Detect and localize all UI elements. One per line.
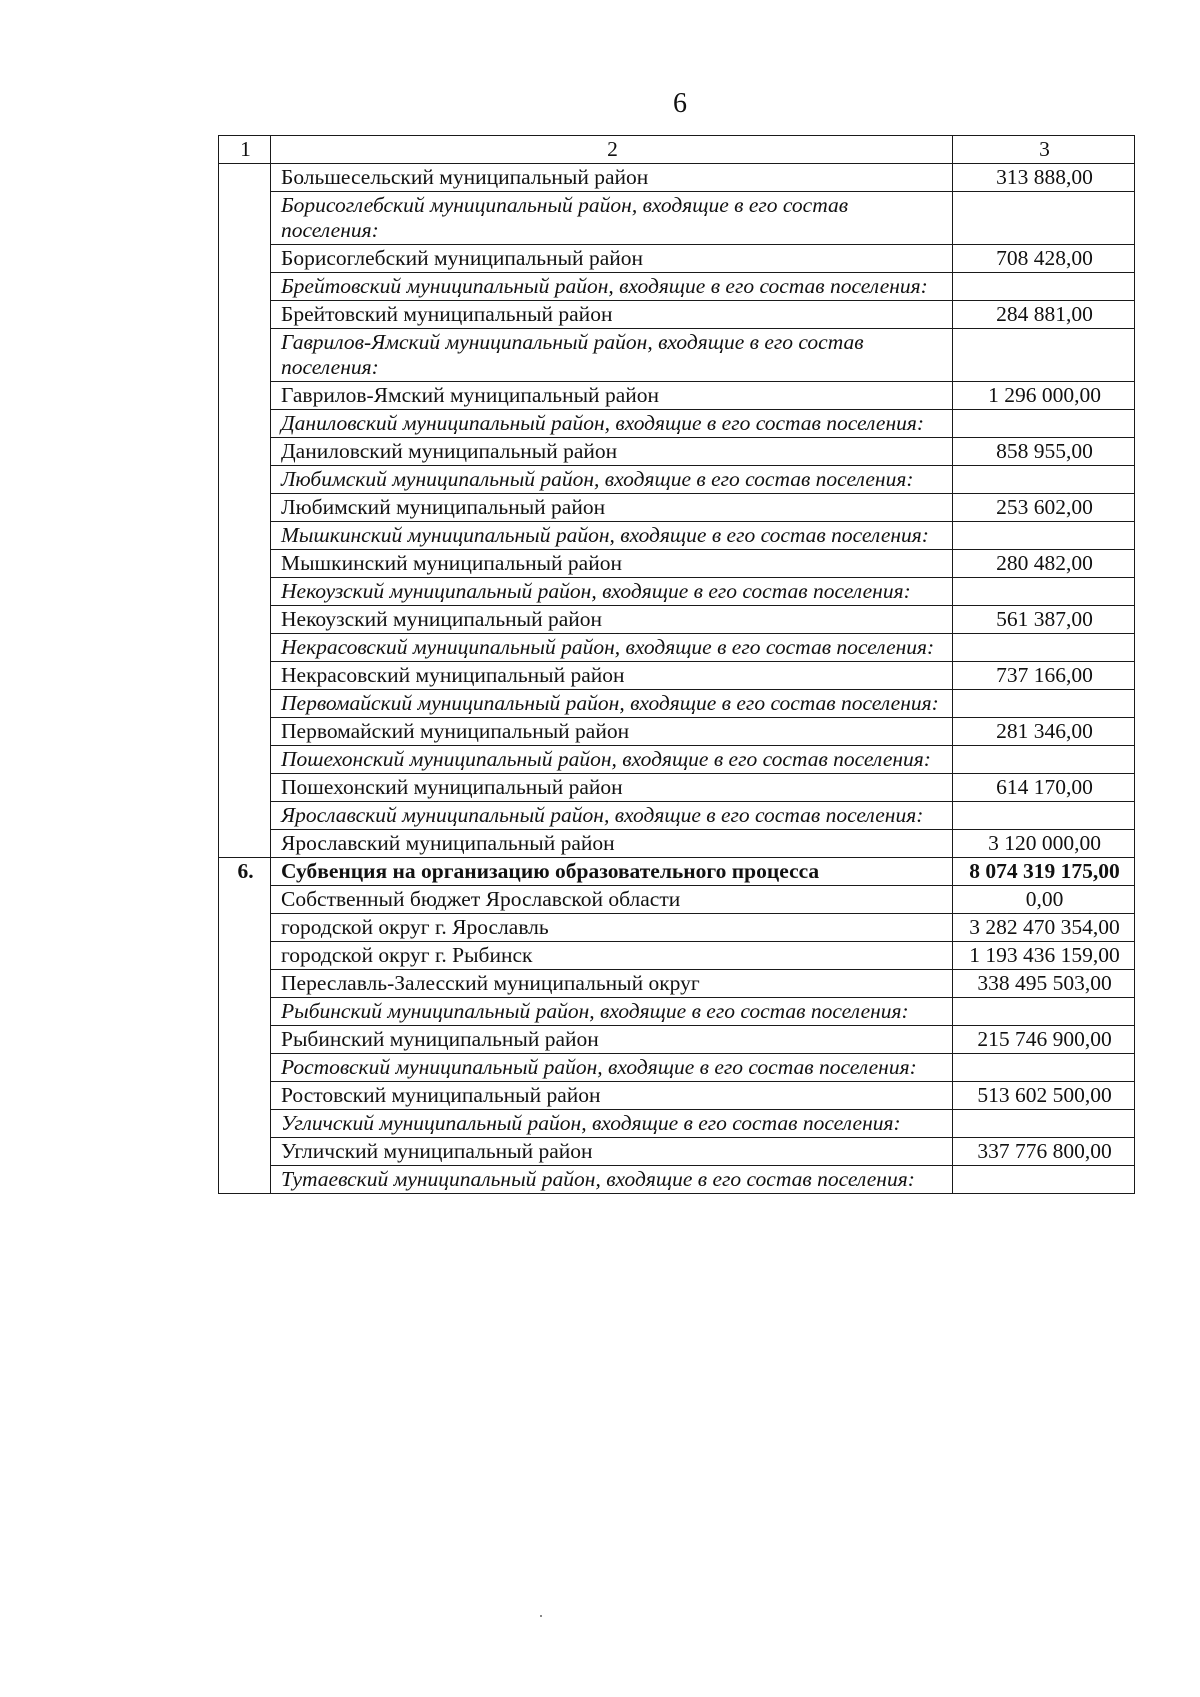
row-name-cell: Мышкинский муниципальный район, входящие в его состав поселения: xyxy=(271,522,953,550)
row-amount-cell: 1 193 436 159,00 xyxy=(953,942,1135,970)
row-amount-cell xyxy=(953,522,1135,550)
row-name-cell: Субвенция на организацию образовательного процесса xyxy=(271,858,953,886)
column-header-3: 3 xyxy=(953,136,1135,164)
table-row xyxy=(219,192,1135,245)
row-amount-cell xyxy=(953,1054,1135,1082)
row-amount-cell: 284 881,00 xyxy=(953,301,1135,329)
row-amount-cell xyxy=(953,578,1135,606)
table-row xyxy=(219,1026,1135,1054)
table-row xyxy=(219,273,1135,301)
table-row xyxy=(219,970,1135,998)
scan-speck xyxy=(540,1615,542,1617)
row-amount-cell: 0,00 xyxy=(953,886,1135,914)
row-name-cell: Ярославский муниципальный район, входящие в его состав поселения: xyxy=(271,802,953,830)
table-row xyxy=(219,1138,1135,1166)
table-row xyxy=(219,718,1135,746)
row-amount-cell xyxy=(953,1110,1135,1138)
row-amount-cell xyxy=(953,466,1135,494)
row-amount-cell xyxy=(953,329,1135,382)
row-name-cell: Некрасовский муниципальный район xyxy=(271,662,953,690)
row-name-cell: Любимский муниципальный район xyxy=(271,494,953,522)
table-row xyxy=(219,245,1135,273)
table-row xyxy=(219,662,1135,690)
table-row xyxy=(219,634,1135,662)
table-row xyxy=(219,522,1135,550)
table-row xyxy=(219,858,1135,886)
row-name-cell: Некрасовский муниципальный район, входящие в его состав поселения: xyxy=(271,634,953,662)
row-name-cell: Пошехонский муниципальный район, входящие в его состав поселения: xyxy=(271,746,953,774)
column-header-2: 2 xyxy=(271,136,953,164)
row-amount-cell xyxy=(953,690,1135,718)
table-row xyxy=(219,774,1135,802)
table-row xyxy=(219,301,1135,329)
row-name-cell: Даниловский муниципальный район, входящие в его состав поселения: xyxy=(271,410,953,438)
row-name-cell: городской округ г. Рыбинск xyxy=(271,942,953,970)
row-name-cell: Пошехонский муниципальный район xyxy=(271,774,953,802)
row-amount-cell xyxy=(953,192,1135,245)
row-name-cell: Первомайский муниципальный район, входящие в его состав поселения: xyxy=(271,690,953,718)
row-name-cell: Борисоглебский муниципальный район xyxy=(271,245,953,273)
table-row xyxy=(219,1110,1135,1138)
row-amount-cell xyxy=(953,410,1135,438)
row-name-cell: Большесельский муниципальный район xyxy=(271,164,953,192)
row-amount-cell: 338 495 503,00 xyxy=(953,970,1135,998)
row-amount-cell: 513 602 500,00 xyxy=(953,1082,1135,1110)
row-name-cell: Гаврилов-Ямский муниципальный район, входящие в его состав поселения: xyxy=(271,329,953,382)
row-amount-cell: 3 120 000,00 xyxy=(953,830,1135,858)
row-amount-cell: 281 346,00 xyxy=(953,718,1135,746)
table-row xyxy=(219,998,1135,1026)
row-name-cell: Рыбинский муниципальный район, входящие в его состав поселения: xyxy=(271,998,953,1026)
row-name-cell: городской округ г. Ярославль xyxy=(271,914,953,942)
table-row xyxy=(219,1082,1135,1110)
row-number-cell: 6. xyxy=(219,858,271,1194)
row-name-cell: Борисоглебский муниципальный район, входящие в его состав поселения: xyxy=(271,192,953,245)
row-amount-cell xyxy=(953,746,1135,774)
row-name-cell: Мышкинский муниципальный район xyxy=(271,550,953,578)
row-name-cell: Некоузский муниципальный район, входящие в его состав поселения: xyxy=(271,578,953,606)
row-amount-cell: 614 170,00 xyxy=(953,774,1135,802)
page-number: 6 xyxy=(673,88,687,119)
row-name-cell: Ростовский муниципальный район, входящие в его состав поселения: xyxy=(271,1054,953,1082)
row-name-cell: Некоузский муниципальный район xyxy=(271,606,953,634)
table-row xyxy=(219,550,1135,578)
table-row xyxy=(219,382,1135,410)
table-row xyxy=(219,690,1135,718)
row-name-cell: Даниловский муниципальный район xyxy=(271,438,953,466)
row-amount-cell: 708 428,00 xyxy=(953,245,1135,273)
row-name-cell: Тутаевский муниципальный район, входящие в его состав поселения: xyxy=(271,1166,953,1194)
row-name-cell: Рыбинский муниципальный район xyxy=(271,1026,953,1054)
row-name-cell: Ростовский муниципальный район xyxy=(271,1082,953,1110)
table-row xyxy=(219,606,1135,634)
row-name-cell: Угличский муниципальный район xyxy=(271,1138,953,1166)
table-row xyxy=(219,802,1135,830)
row-name-cell: Брейтовский муниципальный район xyxy=(271,301,953,329)
table-row xyxy=(219,410,1135,438)
row-amount-cell: 1 296 000,00 xyxy=(953,382,1135,410)
row-number-cell xyxy=(219,164,271,858)
table-row xyxy=(219,886,1135,914)
table-row xyxy=(219,164,1135,192)
row-amount-cell: 280 482,00 xyxy=(953,550,1135,578)
row-name-cell: Первомайский муниципальный район xyxy=(271,718,953,746)
row-name-cell: Угличский муниципальный район, входящие в его состав поселения: xyxy=(271,1110,953,1138)
table-row xyxy=(219,914,1135,942)
table-row xyxy=(219,438,1135,466)
row-amount-cell: 858 955,00 xyxy=(953,438,1135,466)
row-amount-cell: 253 602,00 xyxy=(953,494,1135,522)
table-row xyxy=(219,494,1135,522)
row-amount-cell xyxy=(953,1166,1135,1194)
row-amount-cell: 313 888,00 xyxy=(953,164,1135,192)
row-name-cell: Ярославский муниципальный район xyxy=(271,830,953,858)
row-amount-cell: 561 387,00 xyxy=(953,606,1135,634)
row-amount-cell: 337 776 800,00 xyxy=(953,1138,1135,1166)
row-amount-cell: 8 074 319 175,00 xyxy=(953,858,1135,886)
row-amount-cell xyxy=(953,273,1135,301)
row-name-cell: Брейтовский муниципальный район, входящие в его состав поселения: xyxy=(271,273,953,301)
table-row xyxy=(219,329,1135,382)
row-amount-cell xyxy=(953,998,1135,1026)
table-row xyxy=(219,578,1135,606)
row-name-cell: Переславль-Залесский муниципальный округ xyxy=(271,970,953,998)
row-amount-cell: 737 166,00 xyxy=(953,662,1135,690)
table-row xyxy=(219,1166,1135,1194)
table-header-row xyxy=(219,136,1135,164)
table-row xyxy=(219,746,1135,774)
table-body xyxy=(219,164,1135,1194)
table-row xyxy=(219,466,1135,494)
table-row xyxy=(219,830,1135,858)
row-amount-cell: 215 746 900,00 xyxy=(953,1026,1135,1054)
row-amount-cell xyxy=(953,802,1135,830)
table-row xyxy=(219,942,1135,970)
budget-table xyxy=(218,135,1135,1194)
row-name-cell: Собственный бюджет Ярославской области xyxy=(271,886,953,914)
row-name-cell: Гаврилов-Ямский муниципальный район xyxy=(271,382,953,410)
row-amount-cell xyxy=(953,634,1135,662)
row-amount-cell: 3 282 470 354,00 xyxy=(953,914,1135,942)
table-row xyxy=(219,1054,1135,1082)
row-name-cell: Любимский муниципальный район, входящие в его состав поселения: xyxy=(271,466,953,494)
column-header-1: 1 xyxy=(219,136,271,164)
